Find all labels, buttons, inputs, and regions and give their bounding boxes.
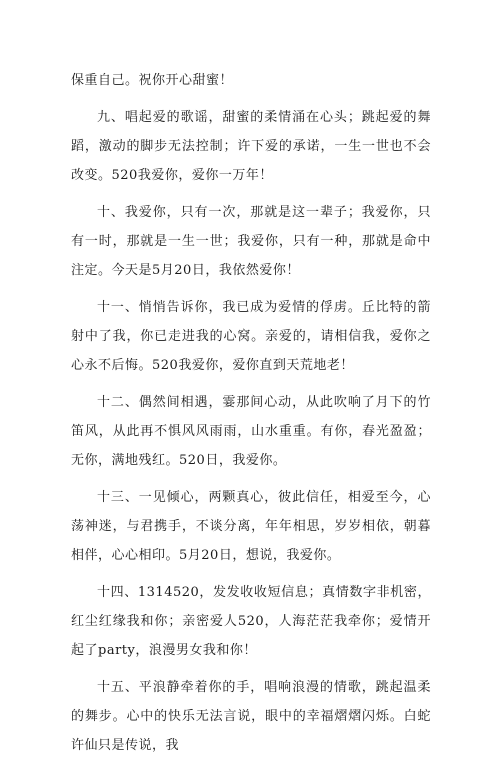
paragraph-11: 十一、悄悄告诉你，我已成为爱情的俘虏。丘比特的箭射中了我，你已走进我的心窝。亲爱的，请相信我，爱你之心永不后悔。520我爱你，爱你直到天荒地老！ — [71, 300, 431, 373]
paragraph-12: 十二、偶然间相遇，霎那间心动，从此吹响了月下的竹笛风，从此再不惧风风雨雨，山水重重。有你，春光盈盈；无你，满地残红。520日，我爱你。 — [71, 395, 431, 468]
paragraph-15: 十五、平浪静牵着你的手，唱响浪漫的情歌，跳起温柔的舞步。心中的快乐无法言说，眼中的幸福熠熠闪烁。白蛇许仙只是传说，我 — [71, 680, 431, 753]
paragraph-9: 九、唱起爱的歌谣，甜蜜的柔情涌在心头；跳起爱的舞蹈，激动的脚步无法控制；许下爱的承诺，一生一世也不会改变。520我爱你，爱你一万年！ — [71, 110, 431, 183]
document-page — [71, 66, 431, 760]
paragraph-14: 十四、1314520，发发收收短信息；真情数字非机密，红尘红缘我和你；亲密爱人520，人海茫茫我牵你；爱情开起了party，浪漫男女我和你！ — [71, 585, 431, 658]
paragraph-continuation: 保重自己。祝你开心甜蜜！ — [71, 73, 234, 88]
paragraph-10: 十、我爱你，只有一次，那就是这一辈子；我爱你，只有一时，那就是一生一世；我爱你，只有一种，那就是命中注定。今天是5月20日，我依然爱你！ — [71, 205, 431, 278]
paragraph-13: 十三、一见倾心，两颗真心，彼此信任，相爱至今，心荡神迷，与君携手，不谈分离，年年相思，岁岁相依，朝暮相伴，心心相印。5月20日，想说，我爱你。 — [71, 490, 431, 563]
